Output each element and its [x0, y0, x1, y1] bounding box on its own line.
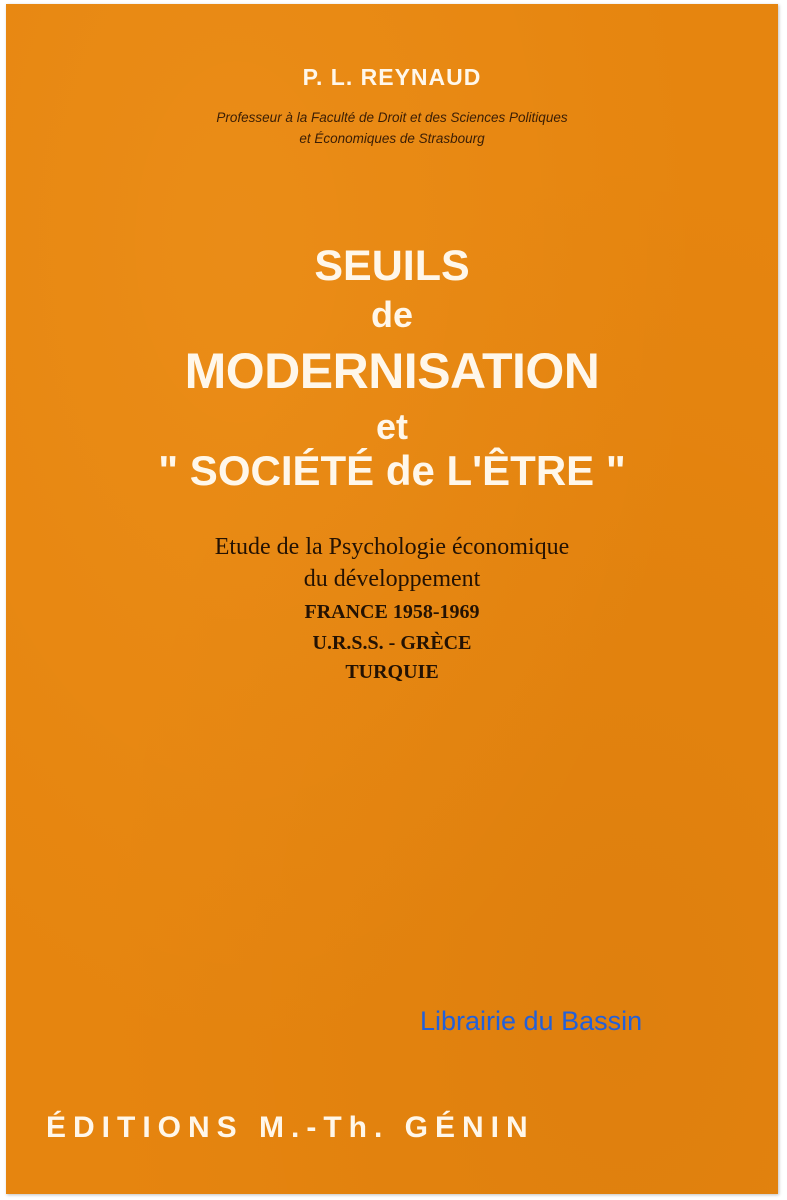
author-name: P. L. REYNAUD — [302, 64, 482, 90]
title-line-4: et — [375, 406, 408, 447]
subtitle-line-5: TURQUIE — [345, 661, 439, 683]
seller-watermark: Librairie du Bassin — [420, 1006, 643, 1036]
book-cover — [6, 4, 778, 1194]
title-line-3: MODERNISATION — [184, 343, 600, 399]
publisher-name: ÉDITIONS M.-Th. GÉNIN — [46, 1111, 535, 1144]
title-line-5: " SOCIÉTÉ de L'ÊTRE " — [158, 447, 626, 494]
author-affiliation-line2: et Économiques de Strasbourg — [299, 131, 485, 146]
title-line-2: de — [370, 294, 413, 335]
author-affiliation-line1: Professeur à la Faculté de Droit et des Sciences Politiques — [216, 110, 568, 125]
title-line-1: SEUILS — [314, 242, 470, 290]
subtitle-line-1: Etude de la Psychologie économique — [214, 534, 570, 560]
subtitle-line-4: U.R.S.S. - GRÈCE — [312, 632, 472, 654]
subtitle-line-3: FRANCE 1958-1969 — [304, 601, 480, 623]
subtitle-line-2: du développement — [303, 566, 481, 592]
